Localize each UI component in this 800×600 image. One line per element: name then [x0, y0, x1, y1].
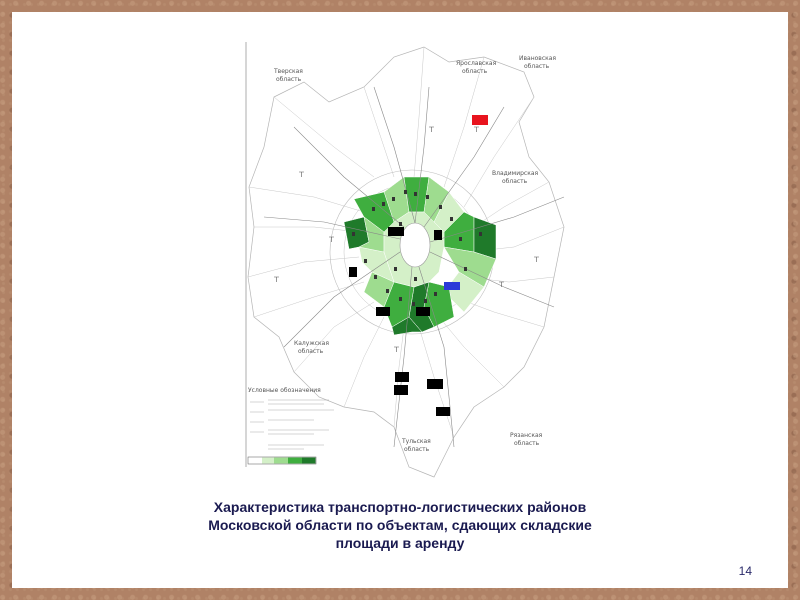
- svg-text:область: область: [404, 446, 430, 453]
- region-label-kaluga: Калужская: [294, 340, 329, 347]
- caption-line-2: Московской области по объектам, сдающих складские: [208, 517, 592, 533]
- marker-blue: [444, 282, 460, 290]
- map-legend: [248, 387, 334, 464]
- svg-text:область: область: [462, 68, 488, 75]
- svg-text:область: область: [276, 76, 302, 83]
- legend-title: Условные обозначения: [248, 387, 321, 394]
- svg-text:область: область: [514, 440, 540, 447]
- caption-line-1: Характеристика транспортно-логистических районов: [213, 499, 587, 515]
- region-label-ivanovo: Ивановская: [519, 55, 557, 62]
- svg-text:область: область: [502, 178, 528, 185]
- region-map: [234, 27, 574, 487]
- marker-red: [472, 115, 488, 125]
- moscow-city: [400, 223, 430, 267]
- region-label-ryazan: Рязанская: [510, 432, 543, 439]
- region-label-vladimir: Владимирская: [492, 170, 539, 177]
- svg-text:область: область: [298, 348, 324, 355]
- region-label-tver: Тверская: [274, 68, 303, 75]
- page-number: 14: [738, 564, 752, 578]
- slide-caption: [12, 498, 788, 552]
- region-label-tula: Тульская: [402, 438, 431, 445]
- caption-line-3: площади в аренду: [335, 535, 465, 551]
- region-label-yaroslavl: Ярославская: [456, 60, 497, 67]
- slide: [12, 12, 788, 588]
- svg-text:область: область: [524, 63, 550, 70]
